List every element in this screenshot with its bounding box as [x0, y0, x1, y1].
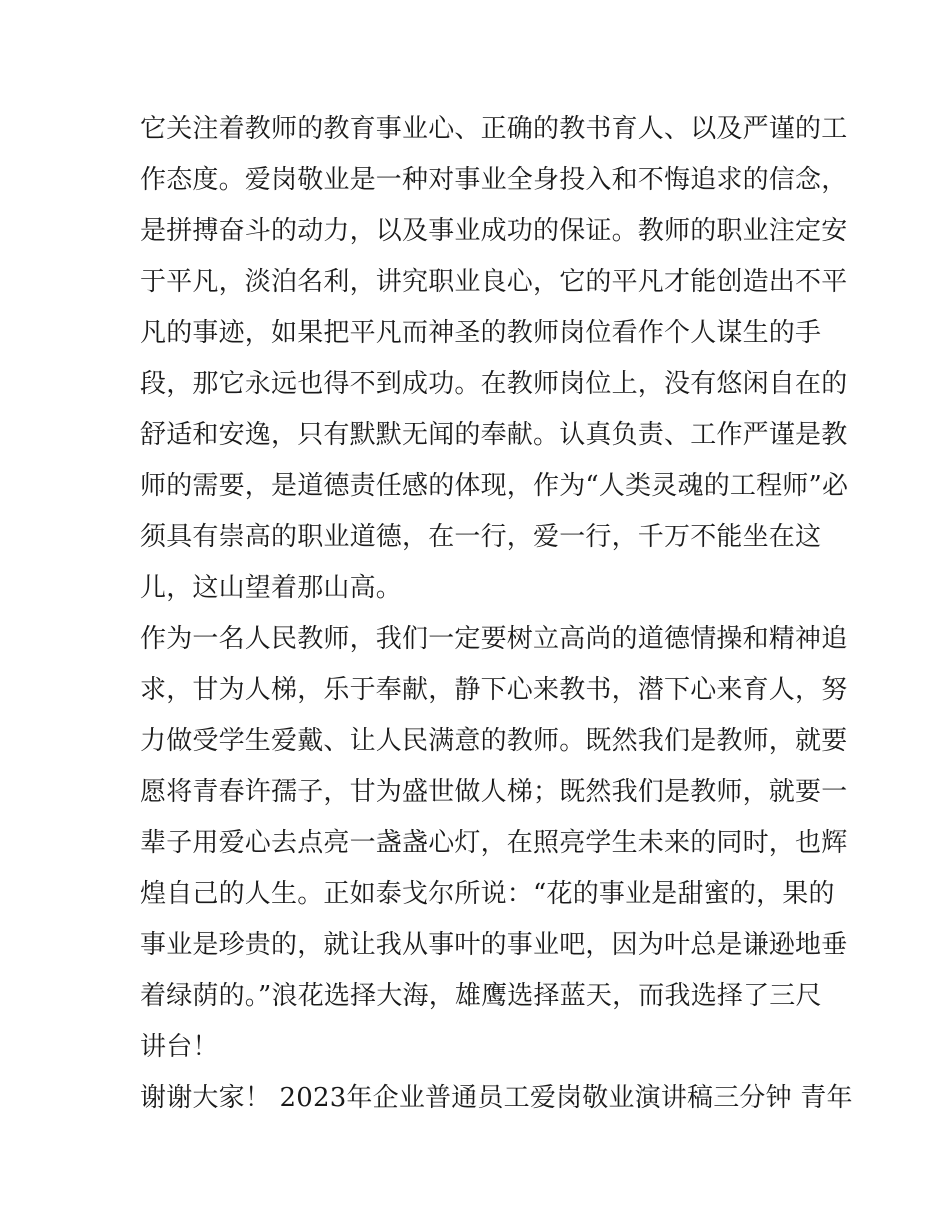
text-line: 着绿荫的。”浪花选择大海，雄鹰选择蓝天，而我选择了三尺 [140, 981, 822, 1011]
text-line: 凡的事迹，如果把平凡而神圣的教师岗位看作个人谋生的手 [140, 318, 822, 348]
text-line: 舒适和安逸，只有默默无闻的奉献。认真负责、工作严谨是教 [140, 420, 848, 450]
text-line: 辈子用爱心去点亮一盏盏心灯，在照亮学生未来的同时，也辉 [140, 828, 848, 858]
text-line: 段，那它永远也得不到成功。在教师岗位上，没有悠闲自在的 [140, 369, 848, 399]
text-line: 谢谢大家！ 2023年企业普通员工爱岗敬业演讲稿三分钟 青年 [140, 1083, 853, 1113]
text-line: 愿将青春许孺子，甘为盛世做人梯；既然我们是教师，就要一 [140, 777, 848, 807]
text-line: 于平凡，淡泊名利，讲究职业良心，它的平凡才能创造出不平 [140, 267, 848, 297]
text-line: 煌自己的人生。正如泰戈尔所说：“花的事业是甜蜜的，果的 [140, 879, 835, 909]
text-line: 力做受学生爱戴、让人民满意的教师。既然我们是教师，就要 [140, 726, 848, 756]
text-line: 作态度。爱岗敬业是一种对事业全身投入和不悔追求的信念， [140, 165, 848, 195]
text-line: 事业是珍贵的，就让我从事叶的事业吧，因为叶总是谦逊地垂 [140, 930, 848, 960]
text-line: 讲台！ [140, 1032, 219, 1062]
text-line: 儿，这山望着那山高。 [140, 573, 403, 603]
text-line: 是拼搏奋斗的动力，以及事业成功的保证。教师的职业注定安 [140, 216, 848, 246]
text-line: 求，甘为人梯，乐于奉献，静下心来教书，潜下心来育人，努 [140, 675, 848, 705]
text-line: 须具有崇高的职业道德，在一行，爱一行，千万不能坐在这 [140, 522, 822, 552]
text-line: 它关注着教师的教育事业心、正确的教书育人、以及严谨的工 [140, 114, 848, 144]
text-line: 作为一名人民教师，我们一定要树立高尚的道德情操和精神追 [140, 624, 848, 654]
body-text [140, 104, 853, 1124]
text-line: 师的需要，是道德责任感的体现，作为“人类灵魂的工程师”必 [140, 471, 849, 501]
